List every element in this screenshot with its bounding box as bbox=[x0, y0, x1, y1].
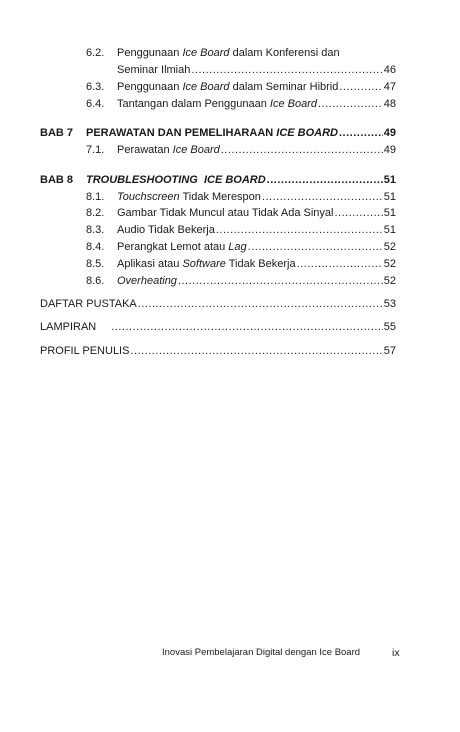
entry-page: 52 bbox=[383, 275, 396, 287]
leader-dots bbox=[191, 63, 382, 77]
entry-page: 52 bbox=[383, 258, 396, 270]
entry-title: Penggunaan Ice Board dalam Konferensi dan bbox=[117, 47, 340, 59]
leader-dots bbox=[248, 240, 383, 254]
entry-number: 6.4. bbox=[86, 98, 105, 110]
page-number: ix bbox=[392, 647, 400, 659]
entry-page: 52 bbox=[383, 241, 396, 253]
leader-dots bbox=[221, 143, 383, 157]
entry-title: Penggunaan Ice Board dalam Seminar Hibrid bbox=[117, 81, 339, 93]
leader-dots bbox=[339, 80, 382, 94]
entry-title: Tantangan dalam Penggunaan Ice Board bbox=[117, 98, 317, 110]
entry-page: 49 bbox=[383, 144, 396, 156]
leader-dots bbox=[130, 344, 382, 358]
entry-page: 51 bbox=[383, 207, 396, 219]
chapter-title: TROUBLESHOOTING ICE BOARD bbox=[86, 174, 266, 186]
entry-title: Aplikasi atau Software Tidak Bekerja bbox=[117, 258, 296, 270]
chapter-page: 49 bbox=[383, 127, 396, 139]
back-matter-title: DAFTAR PUSTAKA bbox=[40, 298, 137, 310]
leader-dots bbox=[216, 223, 383, 237]
chapter-page: 51 bbox=[383, 174, 396, 186]
leader-dots bbox=[297, 257, 383, 271]
leader-dots bbox=[111, 320, 383, 334]
chapter-label: BAB 8 bbox=[40, 174, 74, 186]
entry-page: 51 bbox=[383, 191, 396, 203]
leader-dots bbox=[339, 126, 383, 140]
leader-dots bbox=[318, 97, 383, 111]
entry-number: 8.4. bbox=[86, 241, 105, 253]
leader-dots bbox=[262, 190, 383, 204]
entry-title: Gambar Tidak Muncul atau Tidak Ada Sinyal bbox=[117, 207, 334, 219]
leader-dots bbox=[138, 297, 383, 311]
back-matter-page: 55 bbox=[383, 321, 396, 333]
entry-title: Perawatan Ice Board bbox=[117, 144, 220, 156]
entry-number: 8.1. bbox=[86, 191, 105, 203]
back-matter-page: 57 bbox=[383, 345, 396, 357]
entry-title: Audio Tidak Bekerja bbox=[117, 224, 215, 236]
entry-number: 8.5. bbox=[86, 258, 105, 270]
entry-title: Seminar Ilmiah bbox=[117, 64, 191, 76]
back-matter-title: PROFIL PENULIS bbox=[40, 345, 130, 357]
chapter-title: PERAWATAN DAN PEMELIHARAAN ICE BOARD bbox=[86, 127, 338, 139]
back-matter-page: 53 bbox=[383, 298, 396, 310]
entry-page: 47 bbox=[383, 81, 396, 93]
entry-page: 48 bbox=[383, 98, 396, 110]
leader-dots bbox=[334, 206, 382, 220]
entry-title: Touchscreen Tidak Merespon bbox=[117, 191, 261, 203]
entry-number: 6.3. bbox=[86, 81, 105, 93]
chapter-label: BAB 7 bbox=[40, 127, 74, 139]
entry-number: 8.6. bbox=[86, 275, 105, 287]
entry-title: Perangkat Lemot atau Lag bbox=[117, 241, 247, 253]
leader-dots bbox=[178, 274, 383, 288]
back-matter-title: LAMPIRAN bbox=[40, 321, 97, 333]
entry-number: 8.2. bbox=[86, 207, 105, 219]
entry-number: 8.3. bbox=[86, 224, 105, 236]
entry-page: 51 bbox=[383, 224, 396, 236]
entry-number: 7.1. bbox=[86, 144, 105, 156]
book-title: Inovasi Pembelajaran Digital dengan Ice Board bbox=[162, 647, 361, 658]
leader-dots bbox=[267, 173, 383, 187]
entry-title: Overheating bbox=[117, 275, 177, 287]
entry-page: 46 bbox=[383, 64, 396, 76]
entry-number: 6.2. bbox=[86, 47, 105, 59]
